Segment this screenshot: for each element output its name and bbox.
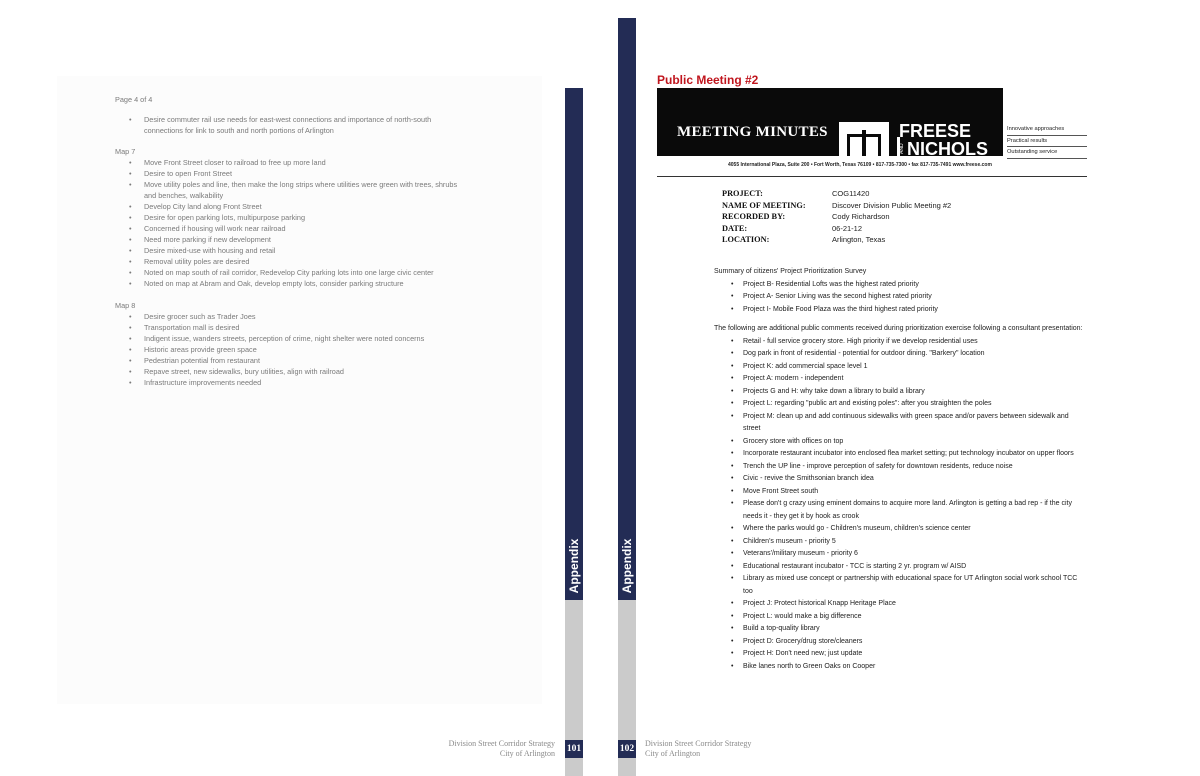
meeting-info-label: RECORDED BY: — [722, 212, 786, 221]
list-item: • Library as mixed use concept or partnership with educational space for UT Arlington social work school TCC too — [714, 573, 1086, 598]
list-item: • Incorporate restaurant incubator into enclosed flea market setting; put technology incubator on upper floors — [714, 448, 1086, 461]
list-item: • Transportation mall is desired — [115, 322, 465, 333]
meeting-info-value: Cody Richardson — [832, 212, 890, 221]
map8-bullet-list — [115, 311, 465, 388]
list-item: • Project B- Residential Lofts was the highest rated priority — [714, 279, 1084, 292]
footer-subtitle: City of Arlington — [499, 749, 555, 758]
map7-bullet-list — [115, 157, 465, 289]
list-item: • Project A: modern - independent — [714, 373, 1086, 386]
footer-left — [449, 739, 555, 759]
list-item: • Project J: Protect historical Knapp Heritage Place — [714, 598, 1086, 611]
logo-word-nichols: NICHOLS — [907, 139, 988, 156]
map8-heading: Map 8 — [115, 301, 136, 310]
freese-nichols-logo — [837, 118, 997, 156]
list-item: • Desire to open Front Street — [115, 168, 465, 179]
list-item: • Educational restaurant incubator - TCC is starting 2 yr. program w/ AISD — [714, 561, 1086, 574]
tab-blue-band — [565, 88, 583, 600]
header-rule — [657, 176, 1087, 177]
list-item: • Retail - full service grocery store. High priority if we develop residential uses — [714, 336, 1086, 349]
list-item: • Project I- Mobile Food Plaza was the third highest rated priority — [714, 304, 1084, 317]
list-item: • Project L: regarding "public art and existing poles": after you straighten the poles — [714, 398, 1086, 411]
summary-bullet-list — [714, 279, 1084, 317]
meeting-info-value: Discover Division Public Meeting #2 — [832, 200, 952, 210]
summary-heading: Summary of citizens' Project Prioritization Survey — [714, 268, 867, 275]
meeting-info-label: LOCATION: — [722, 235, 770, 244]
tagline: Innovative approaches — [1007, 124, 1087, 136]
list-item: • Project D: Grocery/drug store/cleaners — [714, 636, 1086, 649]
list-item: • Desire grocer such as Trader Joes — [115, 311, 465, 322]
meeting-info-value: 06-21-12 — [832, 223, 863, 233]
list-item: • Removal utility poles are desired — [115, 256, 465, 267]
meeting-info-label: NAME OF MEETING: — [722, 200, 806, 210]
list-item: • Project K: add commercial space level 1 — [714, 361, 1086, 374]
list-item: • Concerned if housing will work near railroad — [115, 223, 465, 234]
footer-title: Division Street Corridor Strategy — [645, 739, 752, 748]
scanned-page-4-of-4 — [57, 76, 542, 704]
company-taglines — [1007, 124, 1087, 159]
logo-word-and: AND — [899, 143, 905, 154]
list-item: • Bike lanes north to Green Oaks on Cooper — [714, 661, 1086, 674]
list-item: • Build a top-quality library — [714, 623, 1086, 636]
list-item: • Project M: clean up and add continuous sidewalks with green space and/or pavers between sidewalk and street — [714, 411, 1086, 436]
list-item: • Need more parking if new development — [115, 234, 465, 245]
tagline: Practical results — [1007, 136, 1087, 148]
list-item: • Trench the UP line - improve perception of safety for downtown residents, reduce noise — [714, 461, 1086, 474]
map7-heading: Map 7 — [115, 147, 136, 156]
list-item: • Veterans'/military museum - priority 6 — [714, 548, 1086, 561]
list-item: • Grocery store with offices on top — [714, 436, 1086, 449]
list-item: • Noted on map at Abram and Oak, develop empty lots, consider parking structure — [115, 278, 465, 289]
section-heading: Public Meeting #2 — [657, 73, 759, 87]
comments-block — [714, 323, 1086, 673]
meeting-info-value: COG11420 — [832, 189, 870, 198]
company-contact-line: 4055 International Plaza, Suite 200 • Fort Worth, Texas 76109 • 817-735-7300 • fax 817-735-7491 www.freese.com — [728, 162, 992, 168]
list-item: • Project H: Don't need new; just update — [714, 648, 1086, 661]
appendix-side-tab-right-page — [618, 18, 636, 776]
footer-right — [645, 739, 751, 759]
tab-blue-band — [618, 18, 636, 600]
list-item: • Project L: would make a big difference — [714, 611, 1086, 624]
list-item: • Develop City land along Front Street — [115, 201, 465, 212]
meeting-info-label: PROJECT: — [722, 189, 763, 198]
comments-bullet-list — [714, 336, 1086, 674]
list-item: • Move Front Street closer to railroad to free up more land — [115, 157, 465, 168]
meeting-info-label: DATE: — [722, 223, 748, 233]
list-item: • Where the parks would go - Children's museum, children's science center — [714, 523, 1086, 536]
tagline: Outstanding service — [1007, 147, 1087, 159]
list-item: • Move Front Street south — [714, 486, 1086, 499]
footer-subtitle: City of Arlington — [645, 749, 701, 758]
list-item: • Historic areas provide green space — [115, 344, 465, 355]
comments-intro: The following are additional public comments received during prioritization exercise following a consultant presentation: — [714, 325, 1083, 332]
list-item: • Noted on map south of rail corridor, Redevelop City parking lots into one large civic center — [115, 267, 465, 278]
appendix-side-tab-left-page — [565, 88, 583, 776]
page-number-101: 101 — [565, 740, 583, 758]
appendix-tab-label: Appendix — [567, 538, 581, 594]
list-item: • Desire for open parking lots, multipurpose parking — [115, 212, 465, 223]
list-item: • Projects G and H: why take down a library to build a library — [714, 386, 1086, 399]
list-item: • Dog park in front of residential - potential for outdoor dining. "Barkery" location — [714, 348, 1086, 361]
footer-title: Division Street Corridor Strategy — [448, 739, 555, 748]
list-item: • Indigent issue, wanders streets, perception of crime, night shelter were noted concerns — [115, 333, 465, 344]
list-item: • Please don't g crazy using eminent domains to acquire more land. Arlington is getting a bad rep - if the city needs it - they get it by hook as crook — [714, 498, 1086, 523]
list-item: • Move utility poles and line, then make the long strips where utilities were green with trees, shrubs and benches, walkability — [115, 179, 465, 201]
summary-block — [714, 266, 1084, 316]
meeting-minutes-banner — [657, 88, 1003, 156]
banner-title: MEETING MINUTES — [677, 124, 828, 140]
list-item: • Pedestrian potential from restaurant — [115, 355, 465, 366]
page-indicator: Page 4 of 4 — [115, 95, 153, 104]
appendix-tab-label: Appendix — [620, 538, 634, 594]
list-item: • Project A- Senior Living was the second highest rated priority — [714, 291, 1084, 304]
page-number-102: 102 — [618, 740, 636, 758]
list-item: • Children's museum - priority 5 — [714, 536, 1086, 549]
intro-bullet-list — [115, 114, 465, 136]
list-item: • Repave street, new sidewalks, bury utilities, align with railroad — [115, 366, 465, 377]
list-item: • Infrastructure improvements needed — [115, 377, 465, 388]
list-item: • Desire mixed-use with housing and retail — [115, 245, 465, 256]
list-item: • Desire commuter rail use needs for east-west connections and importance of north-south connections for link to south and north portions of Arlington — [115, 114, 465, 136]
logo-word-freese: FREESE — [899, 121, 972, 141]
list-item: • Civic - revive the Smithsonian branch idea — [714, 473, 1086, 486]
meeting-info-value: Arlington, Texas — [832, 235, 886, 244]
